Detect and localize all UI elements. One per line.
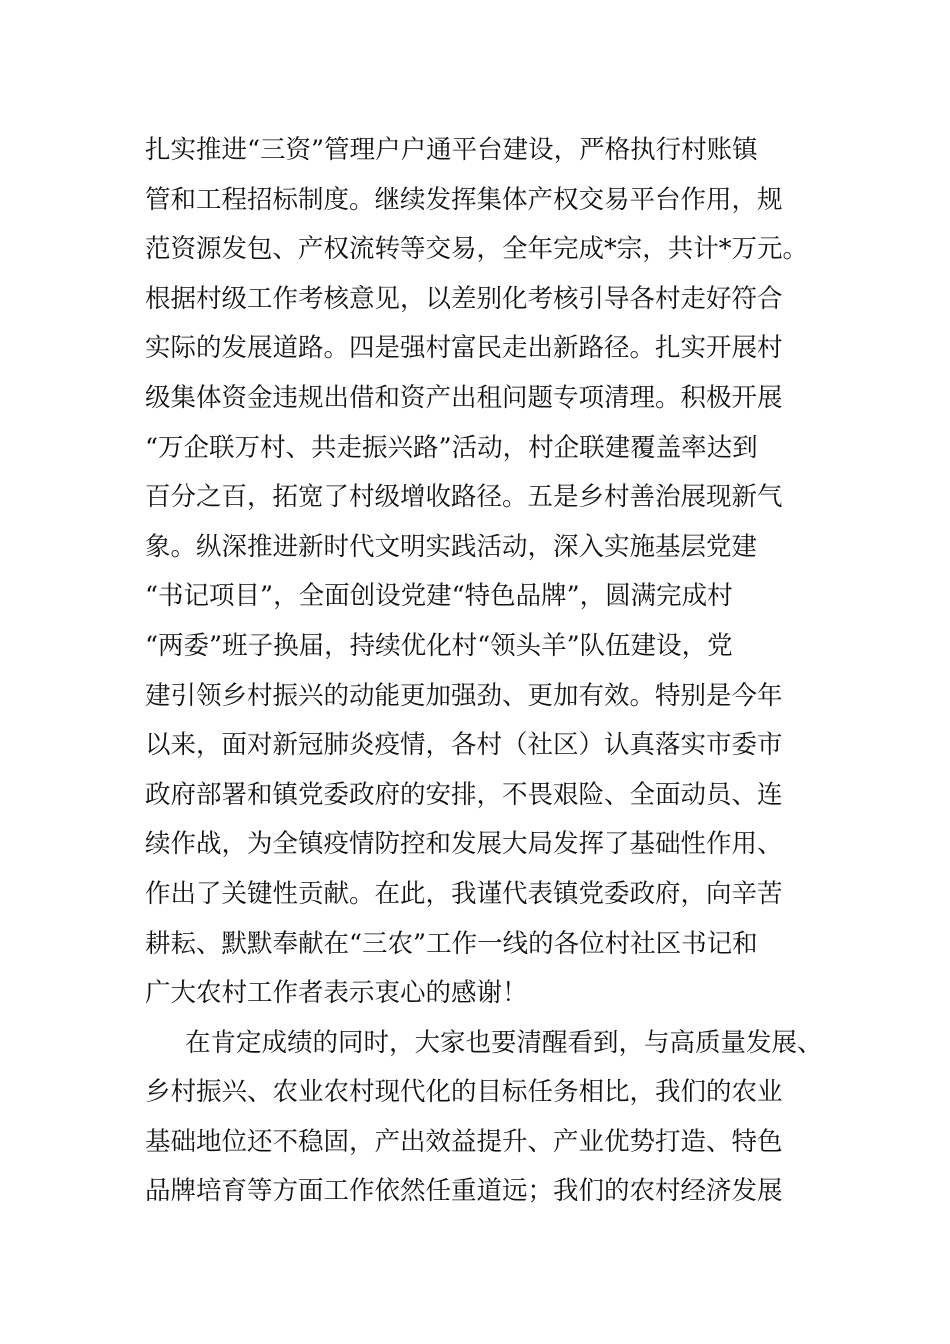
text-line: 乡村振兴、农业农村现代化的目标任务相比，我们的农业 bbox=[145, 1077, 783, 1108]
text-line: 象。纵深推进新时代文明实践活动，深入实施基层党建 bbox=[145, 531, 758, 562]
text-line: 范资源发包、产权流转等交易，全年完成*宗，共计*万元。 bbox=[145, 234, 809, 265]
paragraph-start-line: 在肯定成绩的同时，大家也要清醒看到，与高质量发展、 bbox=[185, 1027, 823, 1058]
text-line: 百分之百，拓宽了村级增收路径。五是乡村善治展现新气 bbox=[145, 482, 783, 513]
text-line: “书记项目”，全面创设党建“特色品牌”，圆满完成村 bbox=[145, 581, 733, 612]
text-line: 实际的发展道路。四是强村富民走出新路径。扎实开展村 bbox=[145, 333, 783, 364]
text-line: 级集体资金违规出借和资产出租问题专项清理。积极开展 bbox=[145, 382, 783, 413]
text-line: 扎实推进“三资”管理户户通平台建设，严格执行村账镇 bbox=[145, 135, 758, 165]
text-line: “万企联万村、共走振兴路”活动，村企联建覆盖率达到 bbox=[145, 432, 758, 463]
text-line: “两委”班子换届，持续优化村“领头羊”队伍建设，党 bbox=[145, 630, 733, 661]
text-line: 建引领乡村振兴的动能更加强劲、更加有效。特别是今年 bbox=[145, 680, 783, 711]
text-line: 管和工程招标制度。继续发挥集体产权交易平台作用，规 bbox=[145, 184, 783, 215]
text-line: 续作战，为全镇疫情防控和发展大局发挥了基础性作用、 bbox=[145, 829, 783, 860]
text-line: 政府部署和镇党委政府的安排，不畏艰险、全面动员、连 bbox=[145, 779, 783, 810]
body-text bbox=[145, 126, 845, 1217]
text-line: 广大农村工作者表示衷心的感谢！ bbox=[145, 978, 528, 1009]
text-line: 以来，面对新冠肺炎疫情，各村（社区）认真落实市委市 bbox=[145, 730, 783, 761]
text-line: 根据村级工作考核意见，以差别化考核引导各村走好符合 bbox=[145, 283, 783, 314]
text-line: 基础地位还不稳固，产出效益提升、产业优势打造、特色 bbox=[145, 1126, 783, 1157]
text-line: 作出了关键性贡献。在此，我谨代表镇党委政府，向辛苦 bbox=[145, 878, 783, 909]
text-line: 耕耘、默默奉献在“三农”工作一线的各位村社区书记和 bbox=[145, 928, 758, 959]
text-line: 品牌培育等方面工作依然任重道远；我们的农村经济发展 bbox=[145, 1176, 783, 1207]
